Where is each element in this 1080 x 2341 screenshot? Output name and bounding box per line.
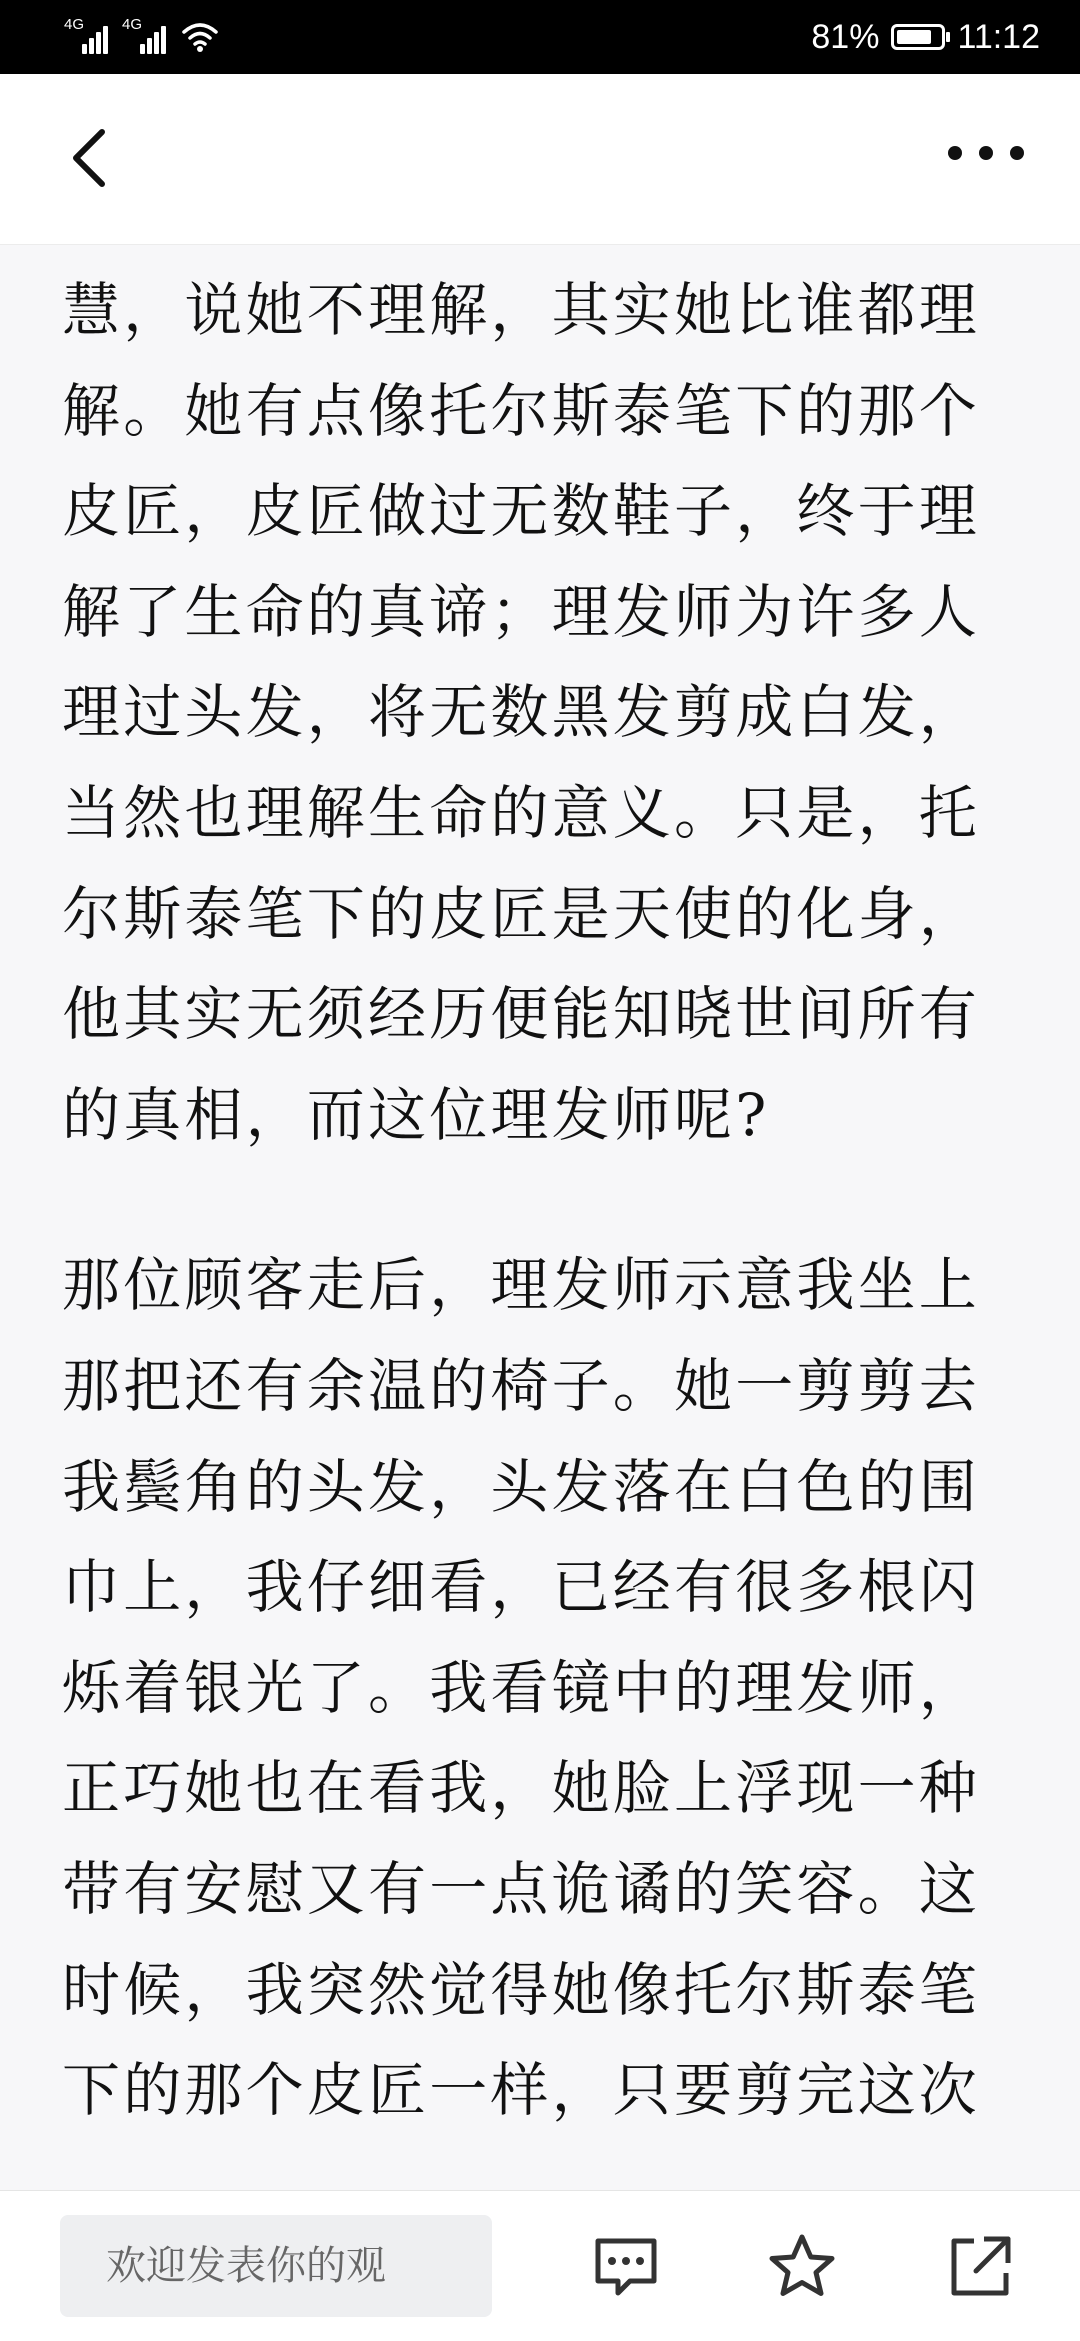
share-icon — [944, 2231, 1016, 2303]
article-line: 他其实无须经历便能知晓世间所有 — [62, 980, 981, 1049]
more-options-button[interactable] — [948, 138, 1024, 168]
share-button[interactable] — [944, 2231, 1016, 2303]
article-line: 下的那个皮匠一样，只要剪完这次 — [62, 2056, 981, 2125]
article-line: 我鬓角的头发，头发落在白色的围 — [62, 1452, 981, 1521]
article-line: 正巧她也在看我，她脸上浮现一种 — [62, 1754, 981, 1823]
status-icons-right — [811, 0, 1040, 74]
article-line: 那把还有余温的椅子。她一剪剪去 — [62, 1351, 981, 1420]
star-icon — [766, 2231, 838, 2303]
more-dots-icon — [1010, 146, 1024, 160]
comment-input[interactable] — [60, 2215, 492, 2317]
article-line: 皮匠，皮匠做过无数鞋子，终于理 — [62, 477, 981, 546]
status-bar — [0, 0, 1080, 74]
battery-percent: 81% — [811, 17, 880, 56]
article-body — [62, 260, 1024, 2141]
article-line: 带有安慰又有一点诡谲的笑容。这 — [62, 1854, 981, 1923]
back-arrow-icon — [58, 118, 128, 198]
article-line: 的真相，而这位理发师呢? — [62, 1080, 770, 1149]
signal-label: 4G — [64, 16, 85, 33]
more-dots-icon — [948, 146, 962, 160]
article-line: 时候，我突然觉得她像托尔斯泰笔 — [62, 1955, 981, 2024]
back-button[interactable] — [58, 118, 128, 198]
article-line: 解了生命的真谛；理发师为许多人 — [62, 577, 981, 646]
wifi-icon — [180, 20, 220, 54]
comment-icon — [590, 2231, 662, 2303]
article-line: 解。她有点像托尔斯泰笔下的那个 — [62, 376, 981, 445]
battery-icon — [891, 24, 945, 50]
bottom-action-bar — [0, 2190, 1080, 2341]
article-line: 尔斯泰笔下的皮匠是天使的化身， — [62, 879, 981, 948]
more-dots-icon — [979, 146, 993, 160]
signal-label: 4G — [122, 16, 143, 33]
article-line: 理过头发，将无数黑发剪成白发， — [62, 678, 981, 747]
article-line: 那位顾客走后，理发师示意我坐上 — [62, 1251, 981, 1320]
article-line: 当然也理解生命的意义。只是，托 — [62, 778, 981, 847]
signal-icon — [122, 16, 166, 54]
comment-button[interactable] — [590, 2231, 662, 2303]
favorite-button[interactable] — [766, 2231, 838, 2303]
article-line: 慧，说她不理解，其实她比谁都理 — [62, 276, 981, 344]
top-navigation-bar — [0, 74, 1080, 245]
article-line: 烁着银光了。我看镜中的理发师， — [62, 1653, 981, 1722]
status-icons-left — [64, 14, 220, 60]
clock: 11:12 — [957, 17, 1040, 56]
article-paragraph — [62, 1235, 1024, 2140]
article-line: 巾上，我仔细看，已经有很多根闪 — [62, 1553, 981, 1622]
article-paragraph — [62, 260, 1024, 1165]
signal-icon — [64, 16, 108, 54]
battery-level — [897, 30, 931, 44]
